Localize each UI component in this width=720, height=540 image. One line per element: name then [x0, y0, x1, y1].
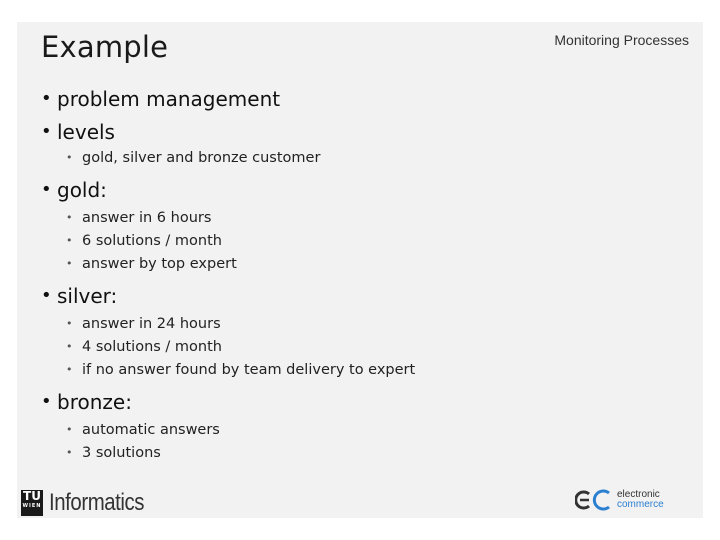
tu-logo-text: TU [23, 489, 41, 503]
bullet-item [41, 179, 641, 201]
bullet-text: answer in 24 hours [82, 316, 221, 332]
sub-bullet-item [66, 338, 641, 356]
bullet-text: gold, silver and bronze customer [82, 150, 321, 166]
sub-bullet-item [66, 444, 641, 462]
bullet-icon: • [41, 285, 52, 306]
sub-bullet-item [66, 361, 641, 379]
bullet-icon: • [66, 363, 73, 376]
bullet-text: if no answer found by team delivery to expert [82, 362, 416, 378]
sub-bullet-item [66, 315, 641, 333]
bullet-text: bronze: [57, 390, 132, 414]
bullet-text: answer by top expert [82, 256, 237, 272]
bullet-icon: • [66, 423, 73, 436]
sub-bullet-item [66, 421, 641, 439]
sub-bullet-item [66, 232, 641, 250]
sub-bullet-item [66, 149, 641, 167]
slide [17, 22, 703, 518]
ec-logo [575, 488, 664, 512]
ec-wordmark-line2: commerce [617, 499, 664, 510]
bullet-text: 4 solutions / month [82, 339, 222, 355]
bullet-text: levels [57, 120, 115, 144]
course-title: Monitoring Processes [554, 32, 689, 48]
bullet-text: problem management [57, 87, 281, 111]
bullet-icon: • [41, 391, 52, 412]
bullet-text: automatic answers [82, 422, 220, 438]
bullet-icon: • [41, 121, 52, 142]
bullet-icon: • [41, 179, 52, 200]
ec-logo-icon [575, 488, 615, 512]
informatics-wordmark: Informatics [49, 489, 145, 516]
sub-bullet-item [66, 255, 641, 273]
sub-bullet-item [66, 209, 641, 227]
bullet-text: 3 solutions [82, 445, 161, 461]
bullet-list [41, 84, 641, 462]
ec-wordmark-line1: electronic [617, 489, 660, 500]
bullet-icon: • [66, 151, 73, 164]
bullet-icon: • [66, 257, 73, 270]
bullet-item [41, 88, 641, 110]
bullet-text: 6 solutions / month [82, 233, 222, 249]
tu-wien-logo-icon [21, 490, 43, 516]
ec-wordmark [617, 490, 664, 510]
tu-informatics-logo [21, 489, 161, 517]
bullet-text: silver: [57, 284, 118, 308]
bullet-icon: • [66, 340, 73, 353]
bullet-icon: • [66, 211, 73, 224]
slide-title: Example [41, 30, 169, 64]
bullet-item [41, 391, 641, 413]
bullet-icon: • [66, 446, 73, 459]
bullet-icon: • [66, 317, 73, 330]
bullet-text: answer in 6 hours [82, 210, 212, 226]
bullet-item [41, 285, 641, 307]
bullet-text: gold: [57, 178, 107, 202]
tu-logo-small-text: WIEN [22, 503, 42, 509]
bullet-icon: • [41, 88, 52, 109]
bullet-item [41, 121, 641, 143]
bullet-icon: • [66, 234, 73, 247]
